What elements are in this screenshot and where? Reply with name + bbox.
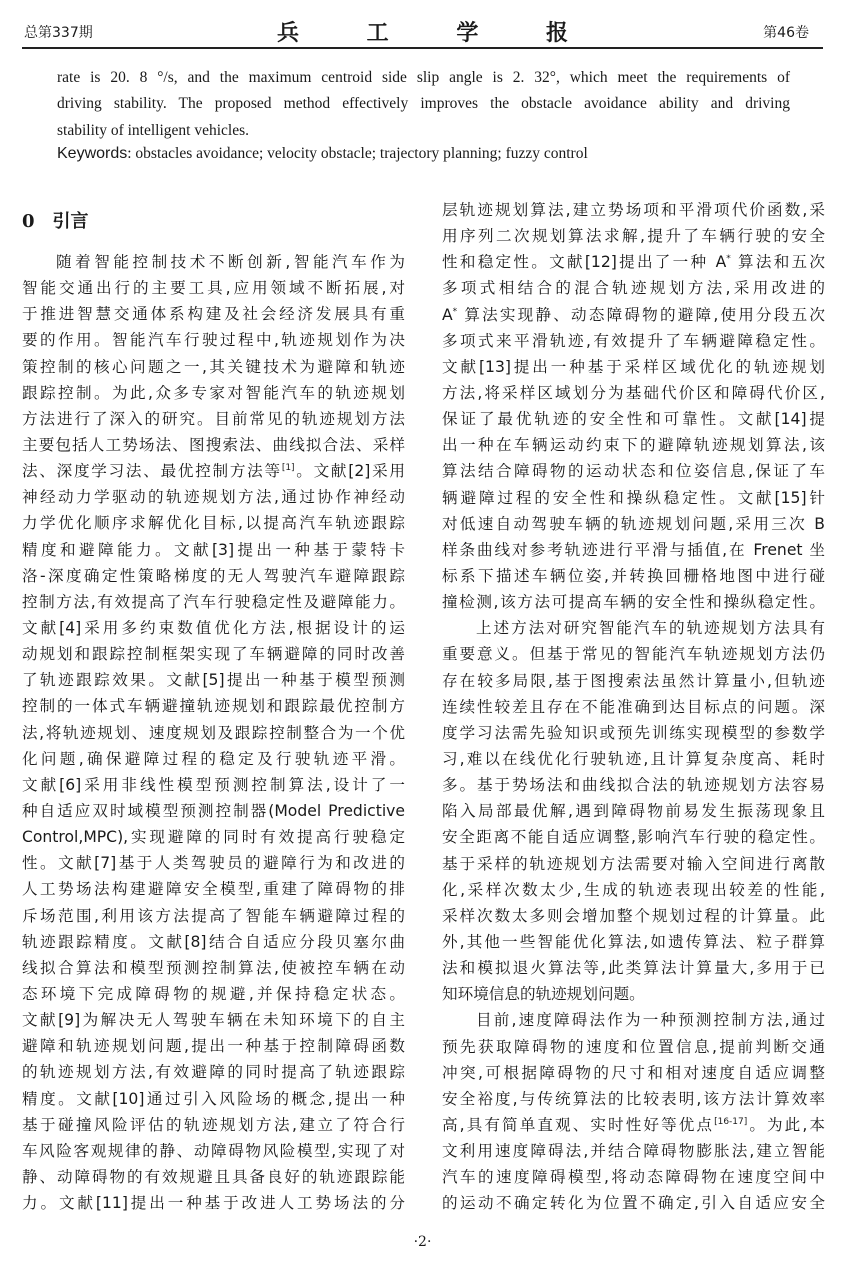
text-line [442, 903, 825, 929]
text-segment: 习,难以在线优化行驶轨迹,且计算复杂度高、耗时 [442, 749, 825, 768]
section-number: 0 [22, 211, 35, 232]
text-line [442, 641, 825, 667]
text-segment: 主要包括人工势场法、图搜索法、曲线拟合法、采样 [22, 435, 405, 454]
text-segment: 汽车的速度障碍模型,将动态障碍物在速度空间中 [442, 1168, 825, 1187]
text-line [442, 720, 825, 746]
text-segment: 线拟合算法和模型预测控制算法,使被控车辆在动 [22, 958, 405, 977]
text-line [442, 1086, 825, 1112]
text-segment: 目前,速度障碍法作为一种预测控制方法,通过 [476, 1011, 825, 1030]
text-segment: 知环境信息的轨迹规划问题。 [442, 985, 645, 1004]
text-line [442, 406, 825, 432]
citation-superscript: * [452, 306, 458, 317]
text-segment: 神经动力学驱动的轨迹规划方法,通过协作神经动 [22, 488, 405, 507]
text-line [22, 537, 405, 563]
text-line [22, 589, 405, 615]
text-segment: 对低速自动驾驶车辆的轨迹规划问题,采用三次 B [442, 514, 825, 533]
text-line [22, 693, 405, 719]
text-segment: 上述方法对研究智能汽车的轨迹规划方法具有 [476, 619, 825, 638]
text-segment: 安全裕度,与传统算法的比较表明,该方法计算效率 [442, 1089, 825, 1108]
text-line [22, 1112, 405, 1138]
abstract-line: rate is 20. 8 °/s, and the maximum centroid side slip angle is 2. 32°, which meet the requirements of [57, 69, 790, 86]
text-segment: 的运动不确定转化为位置不确定,引入自适应安全 [442, 1194, 825, 1213]
text-line [442, 798, 825, 824]
volume-number: 第46卷 [763, 25, 809, 41]
text-segment: 安全距离不能自适应调整,影响汽车行驶的稳定性。 [442, 828, 825, 847]
text-line [442, 485, 825, 511]
text-line [22, 432, 405, 458]
text-segment: 于推进智慧交通体系构建及社会经济发展具有重 [22, 305, 405, 324]
text-line [22, 981, 405, 1007]
text-segment: 重要意义。但基于常见的智能汽车轨迹规划方法仍 [442, 645, 825, 664]
text-line [442, 432, 825, 458]
text-segment: 静、动障碍物的有效规避且具备良好的轨迹跟踪能 [22, 1167, 405, 1186]
citation-superscript: [1] [281, 463, 295, 474]
text-segment: 化问题,确保避障过程的稳定及行驶轨迹平滑。 [22, 749, 405, 768]
text-segment: 存在较多局限,基于图搜索法虽然计算量小,但轨迹 [442, 671, 825, 690]
text-line [442, 668, 825, 694]
text-line [22, 720, 405, 746]
text-line [442, 694, 825, 720]
text-segment: 保证了最优轨迹的安全性和可靠性。文献[14]提 [442, 410, 825, 429]
text-segment: 外,其他一些智能优化算法,如遗传算法、粒子群算 [442, 932, 825, 951]
text-segment: 用序列二次规划算法求解,提升了车辆行驶的安全 [442, 227, 825, 246]
text-segment: 层轨迹规划算法,建立势场项和平滑项代价函数,采 [442, 201, 825, 219]
text-segment: 力学优化顺序求解优化目标,以提高汽车轨迹跟踪 [22, 514, 405, 533]
text-line [22, 641, 405, 667]
text-line [442, 929, 825, 955]
text-line [22, 1138, 405, 1164]
text-segment: 撞检测,该方法可提高车辆的安全性和操纵稳定性。 [442, 593, 825, 612]
citation-superscript: [16-17] [714, 1116, 748, 1127]
text-line [442, 1007, 825, 1033]
text-line [442, 955, 825, 981]
text-line [22, 955, 405, 981]
text-line [442, 615, 825, 641]
text-line [442, 981, 825, 1007]
text-line [442, 824, 825, 850]
text-line [442, 302, 825, 328]
text-line [442, 1034, 825, 1060]
text-segment: 种自适应双时域模型预测控制器(Model Predictive [22, 801, 405, 820]
text-segment: 控制方法,有效提高了汽车行驶稳定性及避障能力。 [22, 592, 405, 611]
text-line [442, 1112, 825, 1138]
text-segment: 高,具有简单直观、实时性好等优点 [442, 1115, 715, 1134]
text-segment: 标系下描述车辆位姿,并转换回栅格地图中进行碰 [442, 566, 825, 585]
text-segment: 文献[13]提出一种基于采样区域优化的轨迹规划 [442, 357, 825, 376]
text-line [442, 380, 825, 406]
text-line [442, 1164, 825, 1190]
text-line [442, 1138, 825, 1164]
text-line [442, 511, 825, 537]
text-segment: 法和模拟退火算法等,此类算法计算量大,多用于已 [442, 959, 825, 978]
section-title: 引言 [52, 211, 89, 232]
text-line [442, 328, 825, 354]
text-segment: 方法,将采样区域划分为基础代价区和障碍代价区, [442, 383, 825, 402]
text-line [22, 354, 405, 380]
text-line [22, 406, 405, 432]
text-segment: 文献[6]采用非线性模型预测控制算法,设计了一 [22, 775, 405, 794]
text-line [442, 589, 825, 615]
abstract-line: stability of intelligent vehicles. [57, 121, 249, 139]
text-line [22, 746, 405, 772]
abstract-line: driving stability. The proposed method effectively improves the obstacle avoidance ability and driving [57, 95, 790, 113]
text-line [22, 1033, 405, 1059]
text-line [22, 1164, 405, 1190]
text-line [442, 249, 825, 275]
text-segment: 性。文献[7]基于人类驾驶员的避障行为和改进的 [22, 854, 405, 873]
text-segment: 随着智能控制技术不断创新,智能汽车作为 [56, 253, 405, 271]
text-line [442, 851, 825, 877]
keywords [57, 145, 588, 163]
text-segment: 人工势场法构建避障安全模型,重建了障碍物的排 [22, 880, 405, 899]
text-segment: 文献[9]为解决无人驾驶车辆在未知环境下的自主 [22, 1011, 405, 1030]
text-line [22, 615, 405, 641]
text-segment: 辆避障过程的安全性和操纵稳定性。文献[15]针 [442, 488, 825, 507]
text-segment: 洛-深度确定性策略梯度的无人驾驶汽车避障跟踪 [22, 566, 405, 585]
text-segment: 文献[4]采用多约束数值优化方法,根据设计的运 [22, 618, 405, 637]
text-segment: 样条曲线对参考轨迹进行平滑与插值,在 Frenet 坐 [442, 540, 825, 559]
text-segment: 多项式来平滑轨迹,有效提升了车辆避障稳定性。 [442, 331, 825, 350]
text-segment: 。为此,本 [747, 1115, 825, 1134]
text-segment: 动规划和跟踪控制框架实现了车辆避障的同时改善 [22, 645, 405, 664]
text-line [442, 772, 825, 798]
text-segment: 的轨迹规划方法,有效避障的同时提高了轨迹跟踪 [22, 1063, 405, 1082]
text-segment: 。文献[2]采用 [294, 462, 405, 481]
section-heading [22, 207, 107, 233]
text-segment: 避障和轨迹规划问题,提出一种基于控制障碍函数 [22, 1037, 405, 1056]
keywords-text: : obstacles avoidance; velocity obstacle; trajectory planning; fuzzy control [127, 145, 588, 162]
text-segment: 力。文献[11]提出一种基于改进人工势场法的分 [22, 1194, 405, 1213]
text-line [22, 249, 405, 275]
text-segment: 法、深度学习法、最优控制方法等 [22, 462, 282, 481]
text-segment: A [442, 305, 453, 324]
text-line [22, 563, 405, 589]
text-line [22, 772, 405, 798]
text-segment: 出一种在车辆运动约束下的避障轨迹规划算法,该 [442, 436, 825, 455]
text-line [442, 1190, 825, 1216]
text-line [22, 484, 405, 510]
text-segment: 采样次数太多则会增加整个规划过程的计算量。此 [442, 906, 825, 925]
citation-superscript: * [726, 254, 731, 265]
text-line [442, 223, 825, 249]
text-segment: 多项式相结合的混合轨迹规划方法,采用改进的 [442, 279, 825, 298]
text-segment: 陷入局部最优解,遇到障碍物前易发生振荡现象且 [442, 802, 825, 821]
text-segment: 基于碰撞风险评估的轨迹规划方法,建立了符合行 [22, 1115, 405, 1134]
text-line [22, 798, 405, 824]
text-line [22, 301, 405, 327]
text-segment: 文利用速度障碍法,并结合障碍物膨胀法,建立智能 [442, 1142, 825, 1161]
text-line [442, 877, 825, 903]
text-line [22, 1086, 405, 1112]
text-line [22, 510, 405, 536]
text-line [442, 746, 825, 772]
text-segment: 算法和五次 [730, 253, 825, 272]
text-line [442, 1060, 825, 1086]
text-line [22, 903, 405, 929]
text-segment: 要的作用。智能汽车行驶过程中,轨迹规划作为决 [22, 331, 405, 350]
text-segment: 轨迹跟踪精度。文献[8]结合自适应分段贝塞尔曲 [22, 932, 405, 951]
text-segment: 车风险客观规律的静、动障碍物风险模型,实现了对 [22, 1141, 405, 1160]
text-segment: 跟踪控制。为此,众多专家对智能汽车的轨迹规划 [22, 383, 405, 402]
text-segment: 化,采样次数太少,生成的轨迹表现出较差的性能, [442, 880, 825, 899]
text-line [22, 824, 405, 850]
text-segment: Control,MPC),实现避障的同时有效提高行驶稳定 [22, 828, 405, 847]
text-line [442, 275, 825, 301]
text-segment: 方法进行了深入的研究。目前常见的轨迹规划方法 [22, 409, 405, 428]
text-segment: 算法结合障碍物的运动状态和位姿信息,保证了车 [442, 462, 825, 481]
text-segment: 态环境下完成障碍物的规避,并保持稳定状态。 [22, 984, 405, 1003]
text-line [22, 327, 405, 353]
text-line [442, 197, 825, 223]
keywords-label: Keywords [57, 145, 128, 162]
text-segment: 策控制的核心问题之一,其关键技术为避障和轨迹 [22, 357, 405, 376]
text-line [22, 929, 405, 955]
text-line [22, 1007, 405, 1033]
text-line [22, 1059, 405, 1085]
text-line [22, 1190, 405, 1216]
text-line [22, 380, 405, 406]
text-segment: 控制的一体式车辆避撞轨迹规划和跟踪最优控制方 [22, 697, 405, 716]
text-segment: 了轨迹跟踪效果。文献[5]提出一种基于模型预测 [22, 671, 405, 690]
text-line [22, 275, 405, 301]
text-segment: 连续性较差且存在不能准确到达目标点的问题。深 [442, 697, 825, 716]
text-line [22, 876, 405, 902]
issue-number: 总第337期 [24, 25, 93, 41]
abstract-tail [57, 65, 790, 144]
text-line [442, 563, 825, 589]
text-line [442, 354, 825, 380]
text-segment: 法,将轨迹规划、速度规划及跟踪控制整合为一个优 [22, 723, 405, 742]
text-segment: 性和稳定性。文献[12]提出了一种 A [442, 253, 727, 272]
text-segment: 智能交通出行的主要工具,应用领域不断拓展,对 [22, 279, 405, 298]
text-segment: 冲突,可根据障碍物的尺寸和相对速度自适应调整 [442, 1063, 825, 1082]
text-line [22, 850, 405, 876]
right-column [442, 197, 825, 1216]
text-segment: 斥场范围,利用该方法提高了智能车辆避障过程的 [22, 906, 405, 925]
text-segment: 精度。文献[10]通过引入风险场的概念,提出一种 [22, 1089, 405, 1108]
text-line [442, 537, 825, 563]
text-line [22, 458, 405, 484]
text-segment: 度学习法需先验知识或预先训练实现模型的参数学 [442, 723, 825, 742]
text-segment: 算法实现静、动态障碍物的避障,使用分段五次 [457, 305, 825, 324]
text-segment: 预先获取障碍物的速度和位置信息,提前判断交通 [442, 1037, 825, 1056]
text-segment: 基于采样的轨迹规划方法需要对输入空间进行离散 [442, 854, 825, 873]
text-line [22, 667, 405, 693]
header-rule [22, 47, 823, 49]
text-line [442, 458, 825, 484]
journal-title: 兵 工 学 报 [277, 20, 598, 46]
text-segment: 多。基于势场法和曲线拟合法的轨迹规划方法容易 [442, 776, 825, 795]
left-column [22, 249, 405, 1216]
page-number: ·2· [413, 1234, 432, 1250]
text-segment: 精度和避障能力。文献[3]提出一种基于蒙特卡 [22, 540, 405, 559]
